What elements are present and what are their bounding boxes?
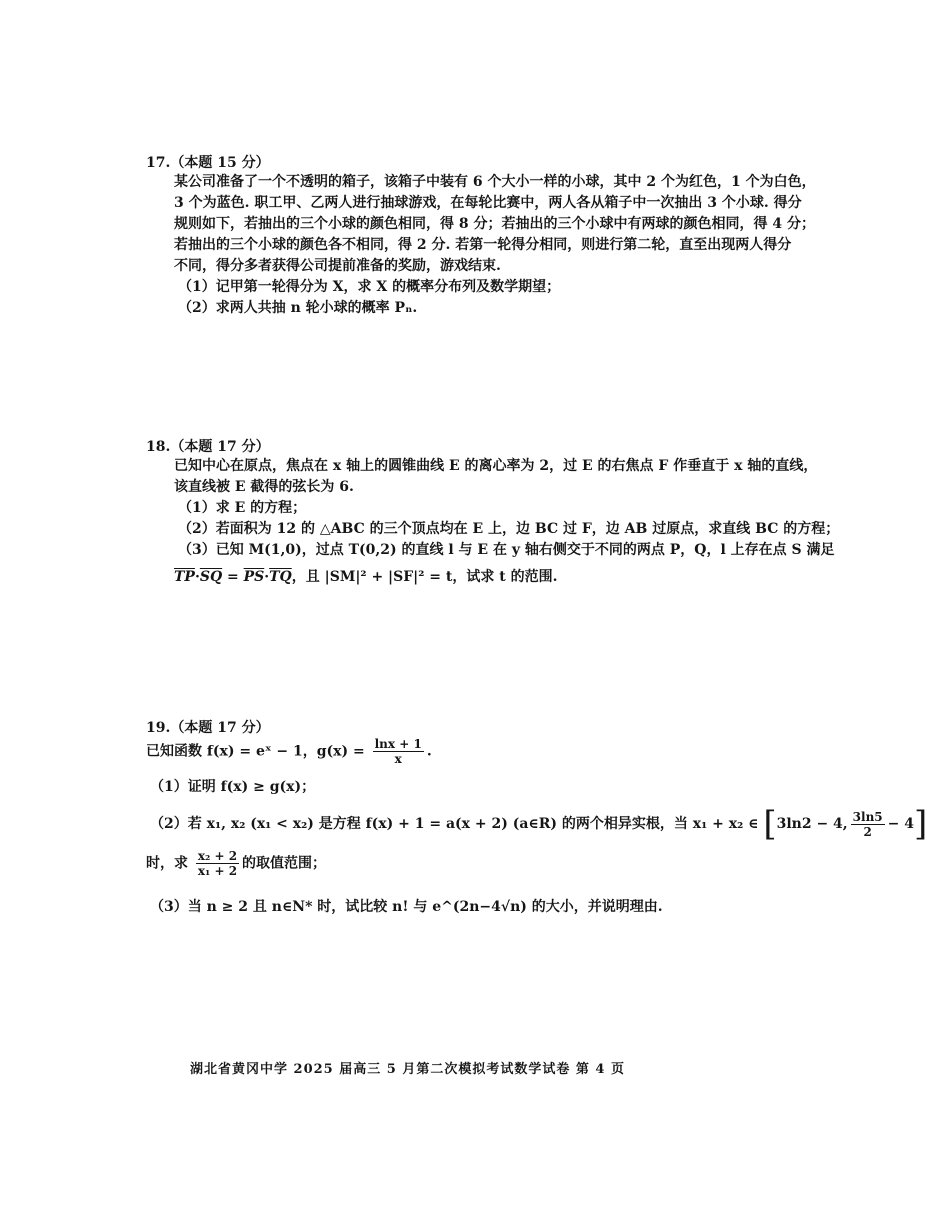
q17-part-1: （1）记甲第一轮得分为 X，求 X 的概率分布列及数学期望； [178, 279, 561, 295]
q19-intro-text: 已知函数 f(x) = eˣ − 1，g(x) = [146, 743, 365, 760]
vector-tp: $\overline{TP}$ [174, 569, 195, 585]
ratio-numerator: x₂ + 2 [197, 849, 238, 863]
q19-part-2-ask: 的取值范围； [242, 855, 327, 872]
g-numerator: lnx + 1 [374, 737, 422, 751]
q17-part-2: （2）求两人共抽 n 轮小球的概率 Pₙ. [178, 300, 418, 316]
q17-line-4: 若抽出的三个小球的颜色各不相同，得 2 分. 若第一轮得分相同，则进行第二轮，直至出现两人得分 [174, 237, 792, 253]
question-17-header: 17.（本题 15 分） [146, 155, 270, 171]
interval-lower: 3ln2 − 4, [776, 816, 848, 832]
q18-part-1: （1）求 E 的方程； [178, 500, 307, 516]
question-18 [146, 436, 840, 588]
vector-sq: $\overline{SQ}$ [199, 569, 223, 585]
q18-condition: $\overline{TP}\cdot\overline{SQ} = \overline{PS}\cdot\overline{TQ}$，且 |SM|² + |SF|² = t，试求 t 的范围. [174, 569, 558, 585]
interval-denominator: 2 [863, 824, 872, 839]
q18-line-2: 该直线被 E 截得的弦长为 6. [174, 479, 354, 495]
vector-ps: $\overline{PS}$ [243, 569, 265, 585]
interval-fraction [851, 810, 885, 839]
page-footer: 湖北省黄冈中学 2025 届高三 5 月第二次模拟考试数学试卷 第 4 页 [190, 1062, 625, 1077]
q19-part-2 [150, 804, 927, 844]
question-18-header: 18.（本题 17 分） [146, 439, 270, 455]
q18-part-2: （2）若面积为 12 的 △ABC 的三个顶点均在 E 上，边 BC 过 F，边 AB 过原点，求直线 BC 的方程； [178, 521, 840, 537]
right-bracket: ] [914, 804, 927, 844]
q17-line-2: 3 个为蓝色. 职工甲、乙两人进行抽球游戏，在每轮比赛中，两人各从箱子中一次抽出 3 个小球. 得分 [174, 195, 802, 211]
ratio-fraction [196, 849, 239, 878]
q19-part-2-text: （2）若 x₁, x₂ (x₁ < x₂) 是方程 f(x) + 1 = a(x + 2) (a∈R) 的两个相异实根，当 x₁ + x₂ ∈ [150, 816, 759, 832]
q19-part-1: （1）证明 f(x) ≥ g(x)； [150, 779, 316, 795]
q18-condition-tail: ，且 |SM|² + |SF|² = t，试求 t 的范围. [291, 569, 558, 585]
vector-tq: $\overline{TQ}$ [269, 569, 292, 585]
q19-part-2-cont [146, 849, 786, 878]
q17-line-5: 不同，得分多者获得公司提前准备的奖励，游戏结束. [174, 258, 501, 274]
q17-line-3: 规则如下，若抽出的三个小球的颜色相同，得 8 分；若抽出的三个小球中有两球的颜色相同，得 4 分； [174, 216, 815, 232]
left-bracket: [ [763, 804, 777, 844]
interval-upper-tail: − 4 [887, 816, 915, 832]
question-19-header: 19.（本题 17 分） [146, 720, 270, 736]
q19-part-2-when: 时，求 [146, 855, 188, 872]
question-19-body [146, 737, 927, 919]
g-fraction [373, 737, 424, 766]
g-denominator: x [394, 752, 402, 766]
q18-line-1: 已知中心在原点，焦点在 x 轴上的圆锥曲线 E 的离心率为 2，过 E 的右焦点 F 作垂直于 x 轴的直线， [174, 458, 818, 474]
q19-part-3: （3）当 n ≥ 2 且 n∈N* 时，试比较 n! 与 e^(2n−4√n) 的大小，并说明理由. [150, 899, 663, 915]
ratio-denominator: x₁ + 2 [197, 864, 238, 878]
question-17-body [174, 172, 816, 319]
interval-numerator: 3ln5 [852, 809, 883, 824]
question-19 [146, 717, 927, 919]
question-17 [146, 152, 816, 319]
q18-part-3: （3）已知 M(1,0)，过点 T(0,2) 的直线 l 与 E 在 y 轴右侧交于不同的两点 P，Q，l 上存在点 S 满足 [178, 542, 835, 558]
q19-intro: 已知函数 f(x) = eˣ − 1，g(x) = $\frac{\ln x + 1}{x}$ . [146, 737, 432, 766]
q17-line-1: 某公司准备了一个不透明的箱子，该箱子中装有 6 个大小一样的小球，其中 2 个为红色，1 个为白色， [174, 174, 816, 190]
question-18-body [174, 456, 840, 588]
